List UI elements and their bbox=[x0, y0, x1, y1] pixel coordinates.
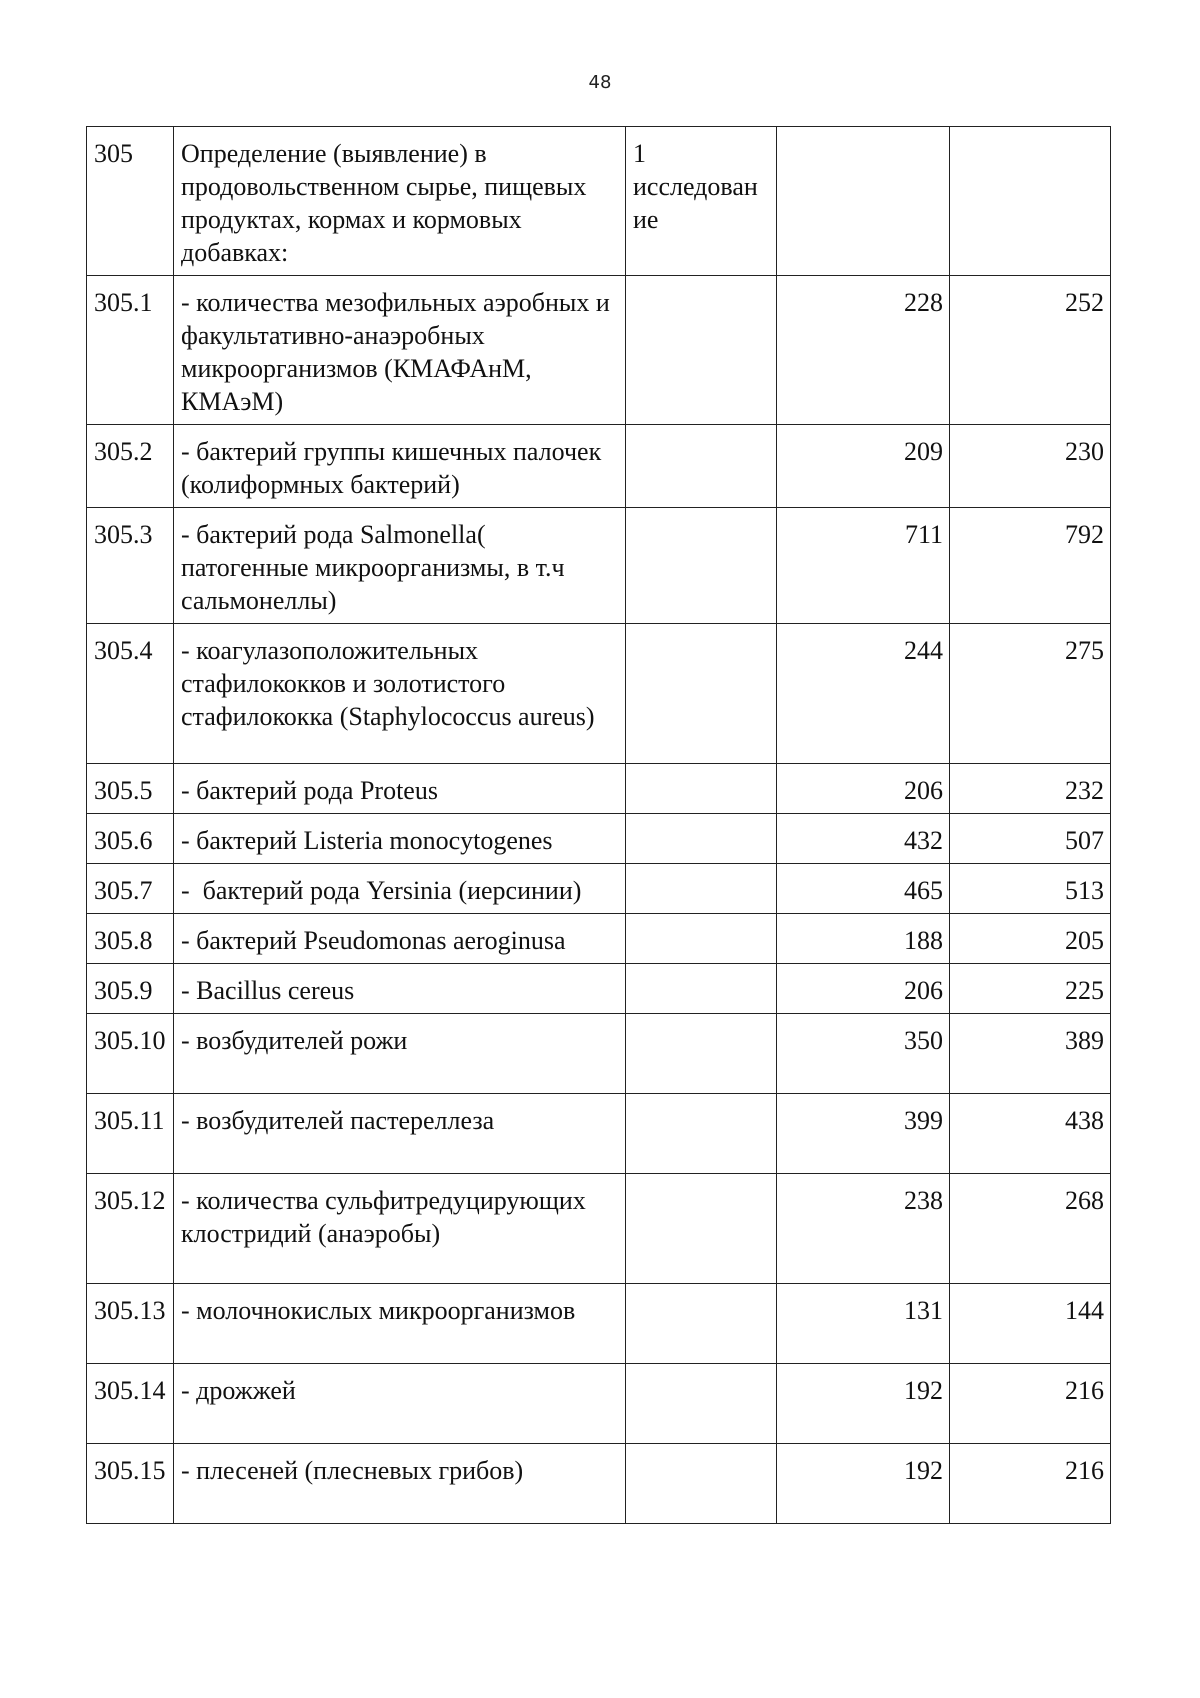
table-row bbox=[87, 1014, 1111, 1094]
row-code: 305.3 bbox=[87, 508, 174, 624]
row-name: - бактерий рода Salmonella( патогенные микроорганизмы, в т.ч сальмонеллы) bbox=[174, 508, 626, 624]
row-unit bbox=[626, 1364, 777, 1444]
row-code: 305.1 bbox=[87, 276, 174, 425]
row-price-2: 507 bbox=[950, 814, 1111, 864]
row-name: - плесеней (плесневых грибов) bbox=[174, 1444, 626, 1524]
row-price-1: 206 bbox=[777, 964, 950, 1014]
row-price-2: 232 bbox=[950, 764, 1111, 814]
row-code: 305.5 bbox=[87, 764, 174, 814]
row-name: - количества мезофильных аэробных и факультативно-анаэробных микроорганизмов (КМАФАнМ, КМАэМ) bbox=[174, 276, 626, 425]
row-code: 305 bbox=[87, 127, 174, 276]
row-price-1: 192 bbox=[777, 1444, 950, 1524]
row-price-2: 230 bbox=[950, 425, 1111, 508]
row-price-2: 275 bbox=[950, 624, 1111, 764]
table-row bbox=[87, 127, 1111, 276]
row-unit bbox=[626, 1014, 777, 1094]
row-price-2: 216 bbox=[950, 1444, 1111, 1524]
row-price-2: 513 bbox=[950, 864, 1111, 914]
table-row bbox=[87, 1174, 1111, 1284]
row-code: 305.9 bbox=[87, 964, 174, 1014]
table-row bbox=[87, 508, 1111, 624]
table-row bbox=[87, 864, 1111, 914]
row-code: 305.10 bbox=[87, 1014, 174, 1094]
table-row bbox=[87, 764, 1111, 814]
table-row bbox=[87, 1364, 1111, 1444]
row-unit bbox=[626, 276, 777, 425]
row-price-1: 131 bbox=[777, 1284, 950, 1364]
row-unit bbox=[626, 1174, 777, 1284]
row-name: Определение (выявление) в продовольственном сырье, пищевых продуктах, кормах и кормовых добавках: bbox=[174, 127, 626, 276]
row-unit bbox=[626, 1284, 777, 1364]
row-code: 305.4 bbox=[87, 624, 174, 764]
row-price-2: 792 bbox=[950, 508, 1111, 624]
row-price-1: 350 bbox=[777, 1014, 950, 1094]
row-price-2: 144 bbox=[950, 1284, 1111, 1364]
row-price-2: 389 bbox=[950, 1014, 1111, 1094]
table-row bbox=[87, 964, 1111, 1014]
table-row bbox=[87, 1284, 1111, 1364]
row-unit bbox=[626, 764, 777, 814]
table-row bbox=[87, 276, 1111, 425]
table-row bbox=[87, 624, 1111, 764]
row-unit: 1 исследование bbox=[626, 127, 777, 276]
row-name: - возбудителей рожи bbox=[174, 1014, 626, 1094]
table-row bbox=[87, 425, 1111, 508]
row-name: - бактерий группы кишечных палочек (колиформных бактерий) bbox=[174, 425, 626, 508]
row-name: - бактерий Pseudomonas aeroginusa bbox=[174, 914, 626, 964]
row-price-2: 438 bbox=[950, 1094, 1111, 1174]
row-price-1: 244 bbox=[777, 624, 950, 764]
row-code: 305.14 bbox=[87, 1364, 174, 1444]
row-price-1: 399 bbox=[777, 1094, 950, 1174]
row-price-1: 206 bbox=[777, 764, 950, 814]
row-name: - дрожжей bbox=[174, 1364, 626, 1444]
tariff-table bbox=[86, 126, 1111, 1524]
row-unit bbox=[626, 1094, 777, 1174]
row-code: 305.2 bbox=[87, 425, 174, 508]
row-name: - бактерий Listeria monocytogenes bbox=[174, 814, 626, 864]
row-code: 305.7 bbox=[87, 864, 174, 914]
row-unit bbox=[626, 814, 777, 864]
row-name: - молочнокислых микроорганизмов bbox=[174, 1284, 626, 1364]
row-name: - коагулазоположительных стафилококков и золотистого стафилококка (Staphylococcus aureus) bbox=[174, 624, 626, 764]
row-code: 305.8 bbox=[87, 914, 174, 964]
row-unit bbox=[626, 624, 777, 764]
row-price-2: 216 bbox=[950, 1364, 1111, 1444]
row-name: - количества сульфитредуцирующих клостридий (анаэробы) bbox=[174, 1174, 626, 1284]
row-price-1: 465 bbox=[777, 864, 950, 914]
table-row bbox=[87, 1094, 1111, 1174]
row-name: - бактерий рода Proteus bbox=[174, 764, 626, 814]
row-price-1: 192 bbox=[777, 1364, 950, 1444]
table-row bbox=[87, 1444, 1111, 1524]
page-number: 48 bbox=[588, 72, 612, 93]
row-price-2: 252 bbox=[950, 276, 1111, 425]
table-row bbox=[87, 914, 1111, 964]
row-price-2: 225 bbox=[950, 964, 1111, 1014]
row-code: 305.11 bbox=[87, 1094, 174, 1174]
row-price-1: 188 bbox=[777, 914, 950, 964]
table-row bbox=[87, 814, 1111, 864]
row-code: 305.13 bbox=[87, 1284, 174, 1364]
row-name: - возбудителей пастереллеза bbox=[174, 1094, 626, 1174]
row-price-2: 205 bbox=[950, 914, 1111, 964]
row-unit bbox=[626, 864, 777, 914]
row-price-1: 432 bbox=[777, 814, 950, 864]
row-unit bbox=[626, 1444, 777, 1524]
row-name: - Bacillus cereus bbox=[174, 964, 626, 1014]
row-name: - бактерий рода Yersinia (иерсинии) bbox=[174, 864, 626, 914]
row-price-1 bbox=[777, 127, 950, 276]
row-unit bbox=[626, 508, 777, 624]
row-price-1: 238 bbox=[777, 1174, 950, 1284]
row-price-1: 711 bbox=[777, 508, 950, 624]
row-price-2 bbox=[950, 127, 1111, 276]
row-code: 305.12 bbox=[87, 1174, 174, 1284]
row-unit bbox=[626, 914, 777, 964]
row-price-1: 228 bbox=[777, 276, 950, 425]
row-price-2: 268 bbox=[950, 1174, 1111, 1284]
row-code: 305.15 bbox=[87, 1444, 174, 1524]
row-code: 305.6 bbox=[87, 814, 174, 864]
row-price-1: 209 bbox=[777, 425, 950, 508]
row-unit bbox=[626, 964, 777, 1014]
row-unit bbox=[626, 425, 777, 508]
